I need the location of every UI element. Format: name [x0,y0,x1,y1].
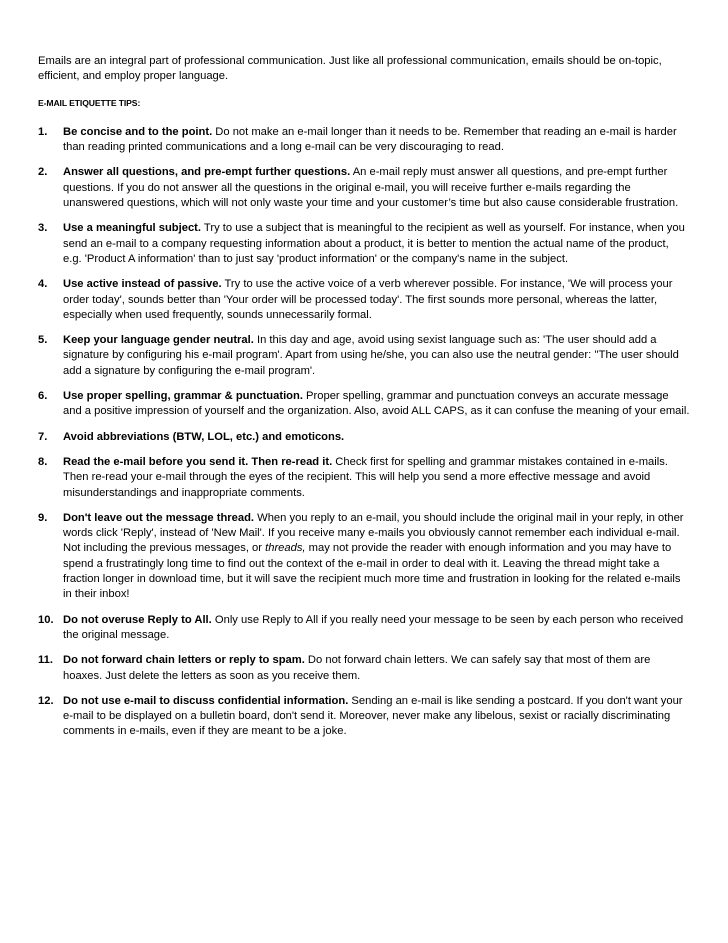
tip-lead: Use active instead of passive. [63,278,222,291]
tip-lead: Be concise and to the point. [63,125,213,138]
tip-lead: Do not overuse Reply to All. [63,613,212,626]
tip-text: Check first for spelling and grammar mistakes contained in e-mails. Then re-read your e-mail through the eyes of the recipient. This will help you send a more effective message and avoid misunderstandings and inappropriate comments. [63,455,668,499]
tip-text: An e-mail reply must answer all questions, and pre-empt further questions. If you do not answer all the questions in the original e-mail, you will receive further e-mails regarding the unanswered questions, which will not only waste your time and your customer’s time but also cause considerable frustration. [63,166,679,210]
tip-number: 8. [38,455,48,468]
tip-number: 5. [38,334,48,347]
tip-lead: Avoid abbreviations (BTW, LOL, etc.) and emoticons. [63,430,345,443]
tip-text: Do not forward chain letters. We can safely say that most of them are hoaxes. Just delete the letters as soon as you receive them. [63,654,651,682]
section-heading: E-MAIL ETIQUETTE TIPS: [38,97,141,108]
tip-lead: Keep your language gender neutral. [63,334,254,347]
tip-lead: Don't leave out the message thread. [63,511,255,524]
tip-emphasis: threads, [265,542,306,555]
tip-lead: Answer all questions, and pre-empt further questions. [63,166,351,179]
tip-number: 3. [38,222,48,235]
tip-item-10 [38,613,690,644]
tip-text: In this day and age, avoid using sexist language such as: 'The user should add a signature by configuring his e-mail program'. Apart from using he/she, you can also use the neutral gender: ''The user should add a signature by configuring the e-mail program'. [63,334,679,377]
document-content [38,54,690,750]
tip-text: Proper spelling, grammar and punctuation conveys an accurate message and a positive impression of yourself and the organization. Also, avoid ALL CAPS, as it can confuse the meaning of your email. [63,390,690,418]
tip-lead: Do not use e-mail to discuss confidential information. [63,694,349,707]
tip-text: Only use Reply to All if you really need your message to be seen by each person who received the original message. [63,613,684,641]
tip-lead: Use a meaningful subject. [63,222,202,235]
tip-number: 7. [38,430,48,443]
tip-item-2 [38,165,690,211]
tip-number: 6. [38,390,48,403]
tip-item-8 [38,455,690,501]
tip-item-5 [38,333,690,379]
tip-item-6 [38,389,690,420]
tip-text: Sending an e-mail is like sending a postcard. If you don't want your e-mail to be displayed on a bulletin board, don't send it. Moreover, never make any libelous, sexist or racially discriminating comments in e-mails, even if they are meant to be a joke. [63,694,683,738]
tip-item-9 [38,511,690,603]
tip-text: When you reply to an e-mail, you should include the original mail in your reply, in other words click 'Reply', instead of 'New Mail'. If you receive many e-mails you obviously cannot remember each individual e-mail. Not including the previous messages, or [63,511,684,555]
tip-text: Try to use the active voice of a verb wherever possible. For instance, 'We will process your order today', sounds better than 'Your order will be processed today'. The first sounds more personal, whereas the latter, especially when used frequently, sounds unnecessarily formal. [63,278,673,321]
tip-lead: Use proper spelling, grammar & punctuation. [63,390,303,403]
tip-text: Do not make an e-mail longer than it needs to be. Remember that reading an e-mail is harder than reading printed communications and a long e-mail can be very discouraging to read. [63,125,677,154]
tip-number: 2. [38,166,48,179]
tip-number: 9. [38,511,48,524]
tip-number: 10. [38,613,54,626]
tips-list [38,125,690,740]
tip-item-7 [38,430,690,445]
intro-paragraph: Emails are an integral part of professional communication. Just like all professional communication, emails should be on-topic, efficient, and employ proper language. [38,55,662,83]
tip-lead: Do not forward chain letters or reply to spam. [63,654,305,667]
tip-number: 11. [38,654,53,667]
tip-number: 1. [38,125,48,138]
tip-number: 12. [38,694,54,707]
tip-item-3 [38,221,690,267]
tip-item-12 [38,694,690,740]
tip-lead: Read the e-mail before you send it. Then re-read it. [63,455,333,468]
tip-number: 4. [38,278,48,291]
tip-item-11 [38,653,690,684]
tip-item-1 [38,125,690,156]
tip-text: Try to use a subject that is meaningful to the recipient as well as yourself. For instance, when you send an e-mail to a company requesting information about a product, it is better to mention the actual name of the product, e.g. 'Product A information' than to just say 'product information' or the company's name in the subject. [63,222,685,265]
tip-item-4 [38,277,690,323]
tip-text-continued: may not provide the reader with enough information and you may have to spend a frustratingly long time to find out the context of the e-mail in order to deal with it. Leaving the thread might take a fraction longer in download time, but it will save the recipient much more time and frustration in looking for the related e-mails in their inbox! [63,542,681,601]
